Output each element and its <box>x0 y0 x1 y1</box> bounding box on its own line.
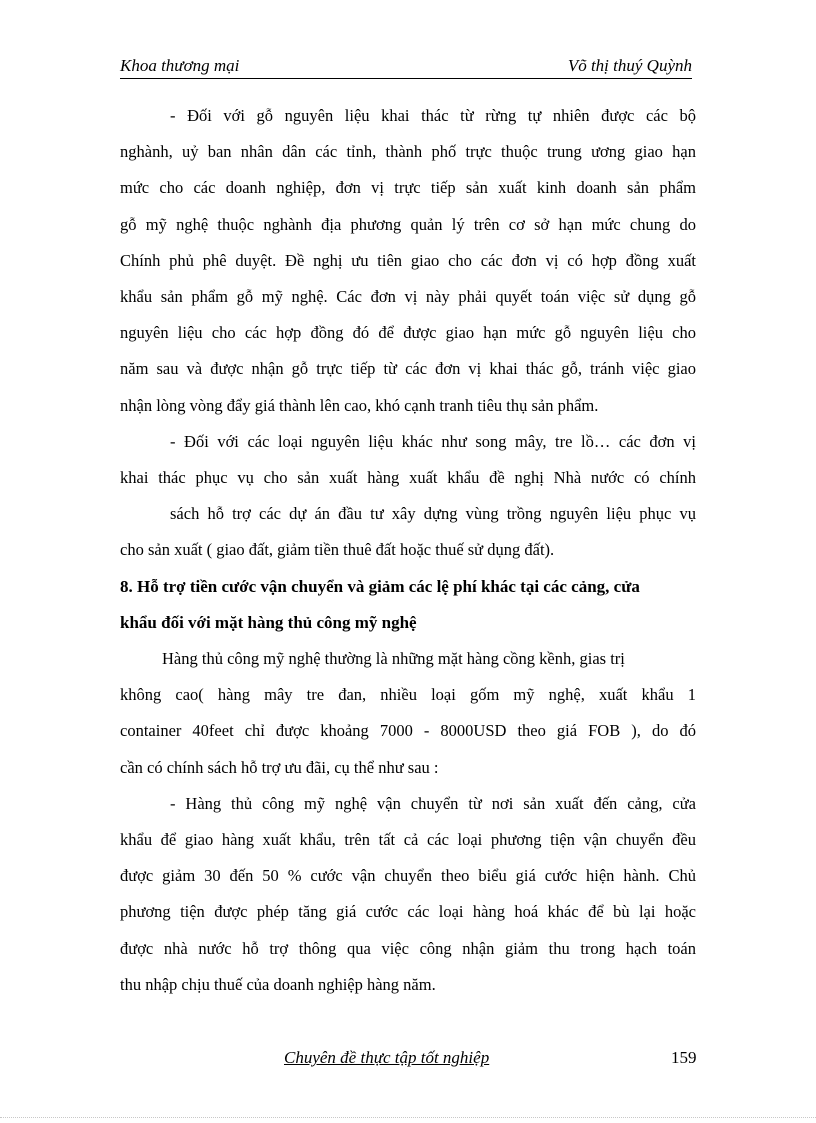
paragraph-transport-support <box>120 786 696 1003</box>
text-line: nguyên liệu cho các hợp đồng đó để được giao hạn mức gỗ nguyên liệu cho <box>120 323 696 343</box>
text-line: - Hàng thủ công mỹ nghệ vận chuyển từ nơi sản xuất đến cảng, cửa <box>170 793 696 813</box>
text-line: năm sau và được nhận gỗ trực tiếp từ các đơn vị khai thác gỗ, tránh việc giao <box>120 359 696 379</box>
text-line: Chính phủ phê duyệt. Đề nghị ưu tiên giao cho các đơn vị có hợp đồng xuất <box>120 250 696 270</box>
text-line: cần có chính sách hỗ trợ ưu đãi, cụ thể như sau : <box>120 757 439 777</box>
page-header <box>120 50 692 79</box>
text-line: khẩu để giao hàng xuất khẩu, trên tất cả các loại phương tiện vận chuyển đều <box>120 830 696 850</box>
page-footer <box>0 1048 816 1076</box>
text-line: được nhà nước hỗ trợ thông qua việc công nhận giảm thu trong hạch toán <box>120 938 696 958</box>
text-line: được giảm 30 đến 50 % cước vận chuyển theo biểu giá cước hiện hành. Chủ <box>120 866 696 886</box>
text-line: sách hỗ trợ các dự án đầu tư xây dựng vùng trồng nguyên liệu phục vụ <box>170 504 696 524</box>
paragraph-other-materials <box>120 424 696 569</box>
text-line: cho sản xuất ( giao đất, giảm tiền thuê đất hoặc thuế sử dụng đất). <box>120 540 555 560</box>
text-line: - Đối với các loại nguyên liệu khác như song mây, tre lồ… các đơn vị <box>170 431 696 451</box>
heading-line: 8. Hỗ trợ tiền cước vận chuyển và giảm các lệ phí khác tại các cảng, cửa <box>120 576 640 596</box>
text-line: Hàng thủ công mỹ nghệ thường là những mặt hàng cồng kềnh, gias trị <box>162 649 625 669</box>
paragraph-wood-materials <box>120 98 696 424</box>
text-line: phương tiện được phép tăng giá cước các loại hàng hoá khác để bù lại hoặc <box>120 902 696 922</box>
text-line: thu nhập chịu thuế của doanh nghiệp hàng năm. <box>120 974 436 994</box>
text-line: mức cho các doanh nghiệp, đơn vị trực tiếp sản xuất kinh doanh sản phẩm <box>120 178 696 198</box>
header-author: Võ thị thuý Quỳnh <box>567 56 692 75</box>
header-faculty: Khoa thương mại <box>120 56 240 75</box>
page-number: 159 <box>671 1048 697 1067</box>
section-heading <box>120 569 696 641</box>
text-line: gỗ mỹ nghệ thuộc nghành địa phương quản lý trên cơ sở hạn mức chung do <box>120 214 696 234</box>
text-line: nhận lòng vòng đẩy giá thành lên cao, khó cạnh tranh tiêu thụ sản phẩm. <box>120 395 599 415</box>
document-body <box>120 98 696 1003</box>
footer-title: Chuyên đề thực tập tốt nghiệp <box>284 1048 490 1067</box>
page-bottom-divider <box>0 1117 816 1118</box>
text-line: - Đối với gỗ nguyên liệu khai thác từ rừng tự nhiên được các bộ <box>170 106 696 125</box>
text-line: nghành, uỷ ban nhân dân các tỉnh, thành phố trực thuộc trung ương giao hạn <box>120 142 696 162</box>
text-line: khẩu sản phẩm gỗ mỹ nghệ. Các đơn vị này phải quyết toán việc sử dụng gỗ <box>120 287 696 307</box>
paragraph-handicraft-goods <box>120 641 696 786</box>
text-line: không cao( hàng mây tre đan, nhiều loại gốm mỹ nghệ, xuất khẩu 1 <box>120 685 696 705</box>
text-line: container 40feet chỉ được khoảng 7000 - 8000USD theo giá FOB ), do đó <box>120 721 696 741</box>
heading-line: khẩu đối với mặt hàng thủ công mỹ nghệ <box>120 612 417 632</box>
text-line: khai thác phục vụ cho sản xuất hàng xuất khẩu đề nghị Nhà nước có chính <box>120 468 696 488</box>
